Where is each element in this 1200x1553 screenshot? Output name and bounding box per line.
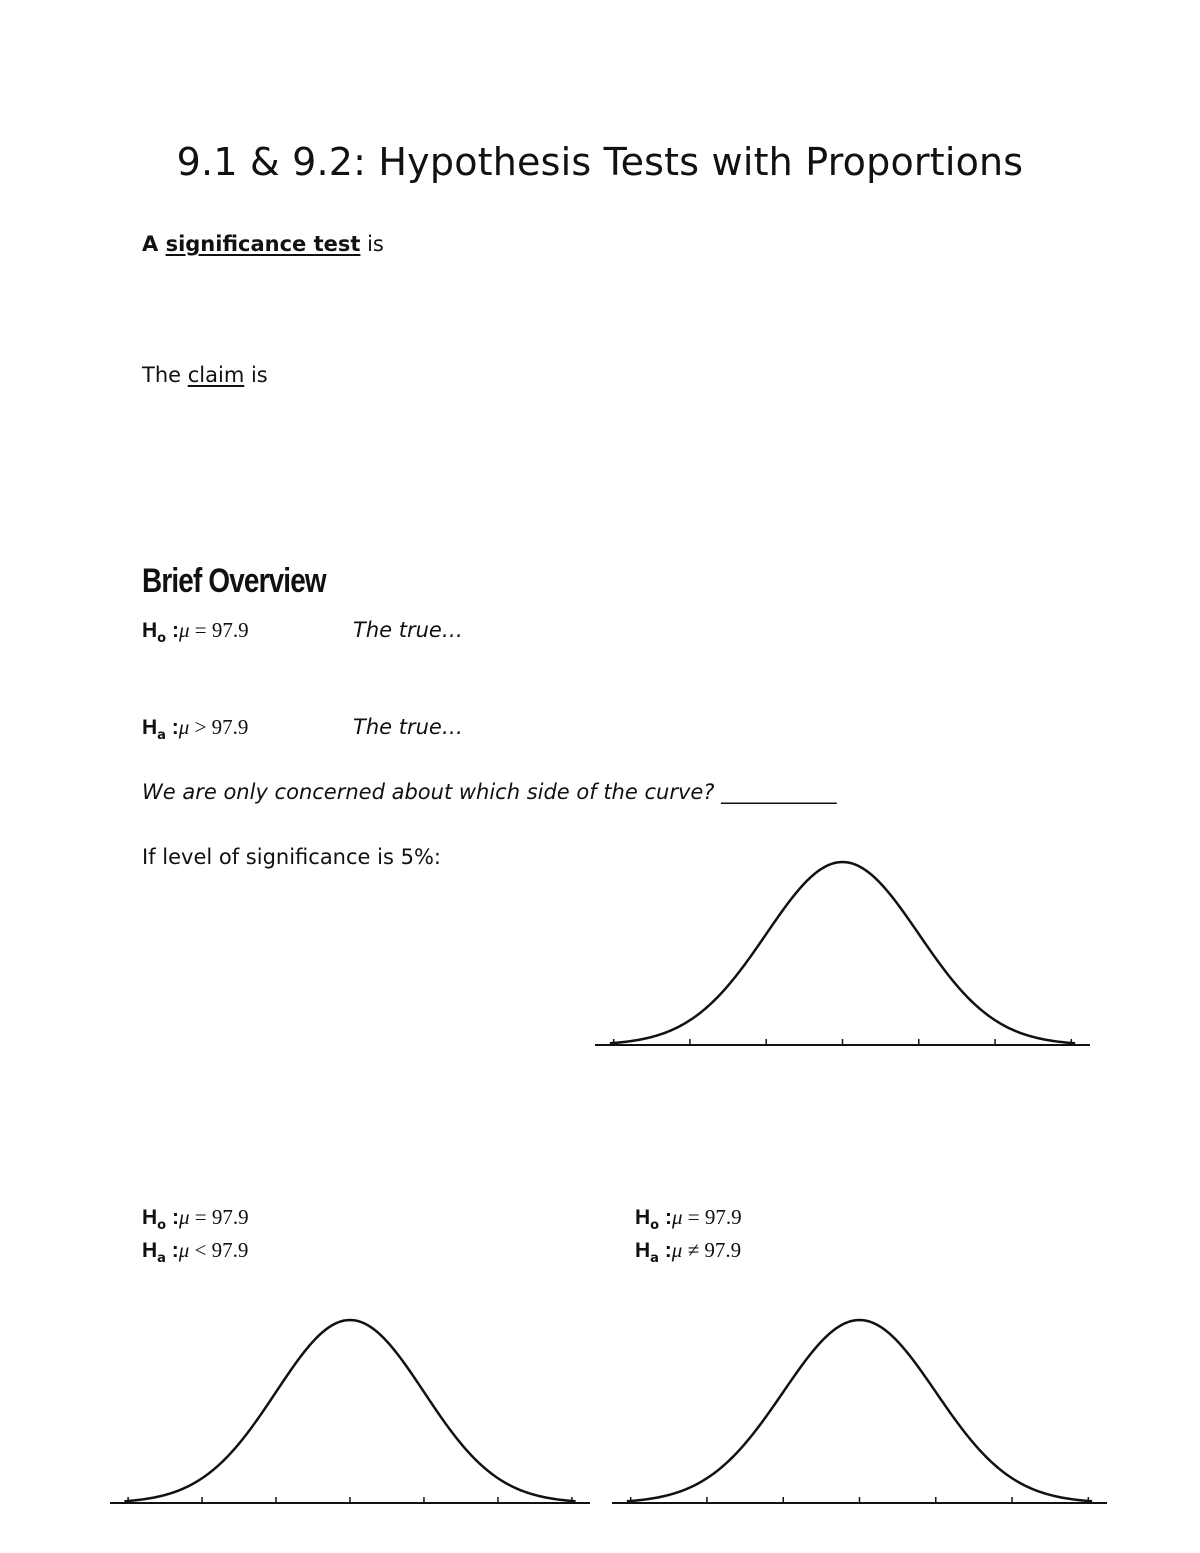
claim-definition (142, 363, 268, 387)
hypothesis-colon: : (165, 1239, 179, 1262)
hypothesis-colon: : (659, 1206, 672, 1229)
significance-suffix: is (360, 232, 384, 256)
bell-curve-line (124, 1320, 575, 1501)
hypothesis-label: H (142, 716, 158, 739)
mu-symbol: μ (178, 618, 190, 642)
hypothesis-relation: < 97.9 (189, 1238, 249, 1262)
two-sided-null-hypothesis (635, 1205, 742, 1233)
hypothesis-relation: > 97.9 (189, 715, 249, 739)
mu-symbol: μ (178, 1238, 190, 1262)
hypothesis-relation: = 97.9 (189, 1205, 249, 1229)
left-case-null-hypothesis (142, 1205, 249, 1233)
overview-alt-hypothesis (142, 715, 248, 743)
normal-curve-right-tail (595, 855, 1090, 1050)
hypothesis-subscript: a (157, 1251, 166, 1266)
claim-term: claim (187, 363, 245, 387)
side-question: We are only concerned about which side of the curve? ___________ (142, 780, 837, 804)
significance-prefix: A (142, 232, 166, 256)
mu-symbol: μ (671, 1205, 683, 1229)
hypothesis-subscript: a (650, 1251, 659, 1266)
overview-heading: Brief Overview (142, 562, 326, 600)
null-note: The true… (353, 618, 463, 642)
significance-term: significance test (165, 232, 361, 256)
two-sided-alt-hypothesis (635, 1238, 741, 1266)
hypothesis-colon: : (166, 619, 179, 642)
hypothesis-subscript: o (157, 631, 167, 646)
claim-suffix: is (244, 363, 268, 387)
hypothesis-label: H (142, 1206, 158, 1229)
alt-note: The true… (353, 715, 463, 739)
hypothesis-colon: : (165, 716, 179, 739)
left-case-alt-hypothesis (142, 1238, 248, 1266)
mu-symbol: μ (178, 715, 190, 739)
hypothesis-label: H (142, 1239, 158, 1262)
normal-curve-left-tail (110, 1313, 590, 1508)
claim-prefix: The (142, 363, 188, 387)
bell-curve-line (627, 1320, 1092, 1501)
page-title: 9.1 & 9.2: Hypothesis Tests with Proportions (176, 140, 1024, 184)
hypothesis-colon: : (658, 1239, 672, 1262)
hypothesis-relation: = 97.9 (189, 618, 249, 642)
significance-test-definition (142, 232, 384, 256)
significance-level-line: If level of significance is 5%: (142, 845, 441, 869)
mu-symbol: μ (671, 1238, 683, 1262)
hypothesis-label: H (142, 619, 158, 642)
hypothesis-subscript: o (157, 1218, 167, 1233)
bell-curve-line (610, 862, 1075, 1043)
hypothesis-relation: ≠ 97.9 (682, 1238, 742, 1262)
mu-symbol: μ (178, 1205, 190, 1229)
hypothesis-relation: = 97.9 (682, 1205, 742, 1229)
overview-null-hypothesis (142, 618, 249, 646)
hypothesis-label: H (635, 1239, 651, 1262)
hypothesis-colon: : (166, 1206, 179, 1229)
hypothesis-subscript: o (650, 1218, 660, 1233)
hypothesis-label: H (635, 1206, 651, 1229)
normal-curve-two-sided (612, 1313, 1107, 1508)
hypothesis-subscript: a (157, 728, 166, 743)
